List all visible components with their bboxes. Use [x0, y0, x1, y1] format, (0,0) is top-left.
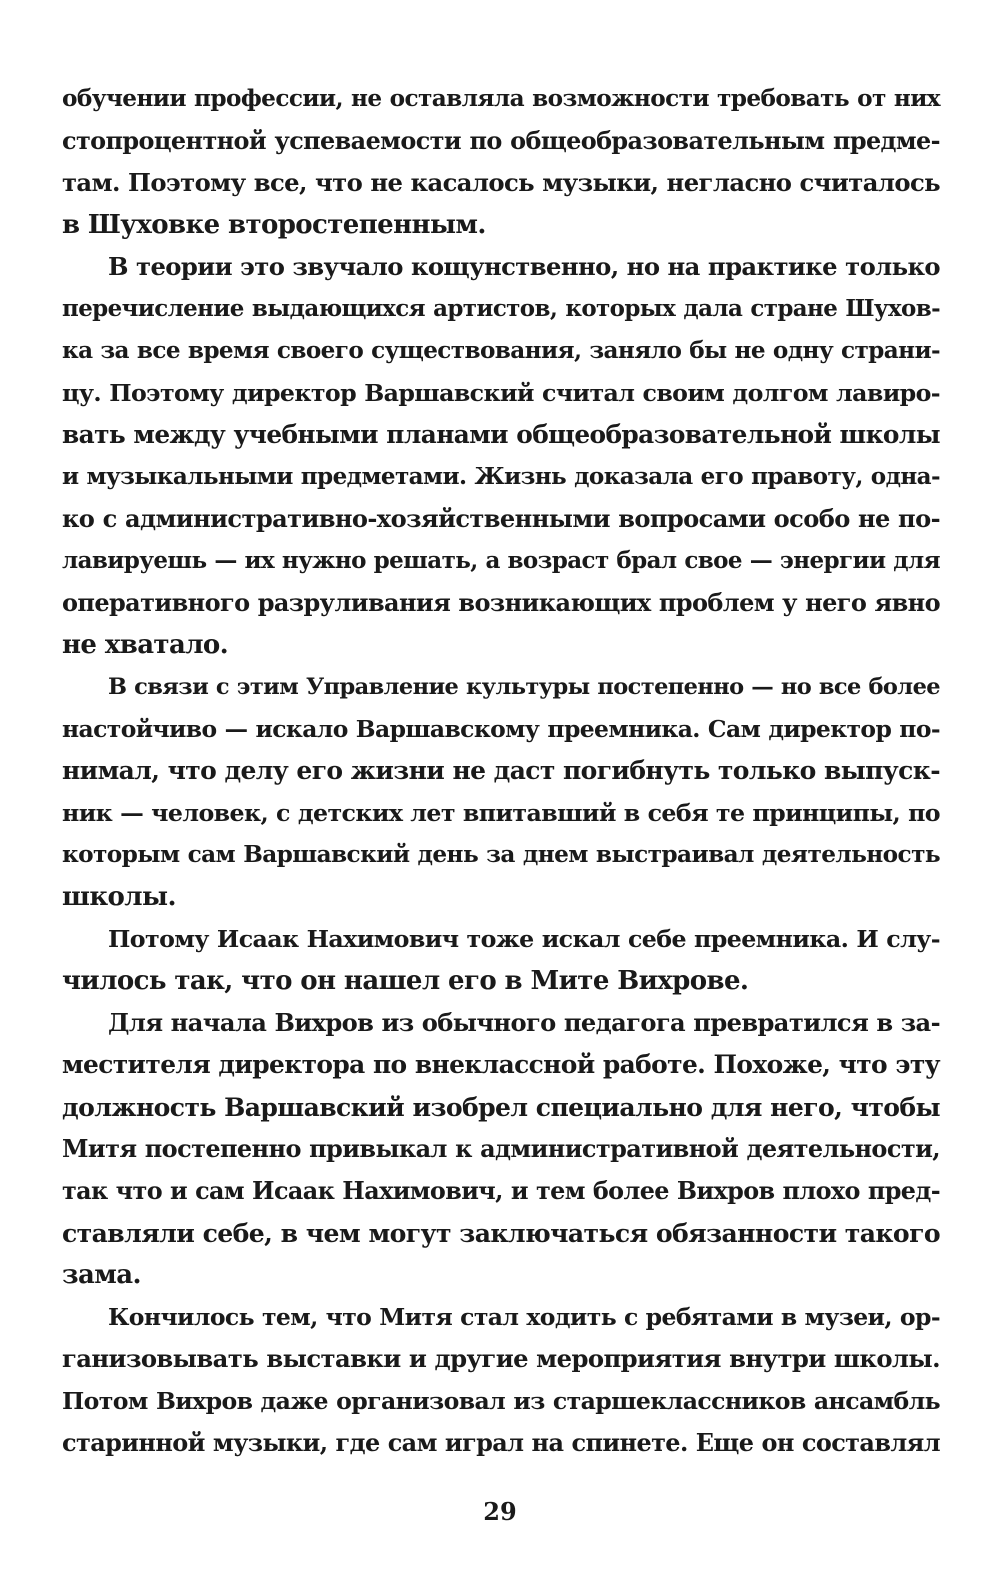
text-line: ка за все время своего существования, заняло бы не одну страни-	[62, 337, 940, 364]
paragraph-1	[62, 78, 940, 246]
text-line: не хватало.	[62, 630, 229, 660]
text-line: Кончилось тем, что Митя стал ходить с ребятами в музеи, ор-	[108, 1303, 940, 1331]
text-line: настойчиво — искало Варшавскому преемника. Сам директор по-	[62, 715, 940, 743]
paragraph-4	[62, 918, 940, 1002]
text-line: чилось так, что он нашел его в Мите Вихрове.	[62, 966, 749, 996]
text-line: так что и сам Исаак Нахимович, и тем более Вихров плохо пред-	[62, 1177, 940, 1205]
text-line: местителя директора по внеклассной работе. Похоже, что эту	[62, 1050, 940, 1079]
text-line: там. Поэтому все, что не касалось музыки, негласно считалось	[62, 168, 940, 197]
paragraph-6	[62, 1296, 940, 1464]
text-line: школы.	[62, 882, 176, 912]
text-line: Митя постепенно привыкал к административной деятельности,	[62, 1134, 940, 1163]
text-line: В теории это звучало кощунственно, но на практике только	[108, 252, 940, 281]
text-line: ко с административно-хозяйственными вопросами особо не по-	[62, 504, 940, 533]
text-line: обучении профессии, не оставляла возможности требовать от них	[62, 85, 940, 112]
text-line: ник — человек, с детских лет впитавший в себя те принципы, по	[62, 799, 940, 827]
text-line: в Шуховке второстепенным.	[62, 210, 486, 240]
text-line: зама.	[62, 1260, 141, 1290]
text-line: нимал, что делу его жизни не даст погибнуть только выпуск-	[62, 756, 940, 785]
text-line: старинной музыки, где сам играл на спинете. Еще он составлял	[62, 1429, 940, 1457]
text-line: Для начала Вихров из обычного педагога превратился в за-	[108, 1008, 940, 1037]
text-line: В связи с этим Управление культуры постепенно — но все более	[108, 674, 940, 700]
paragraph-2	[62, 246, 940, 666]
text-line: вать между учебными планами общеобразовательной школы	[62, 420, 940, 449]
text-line: ганизовывать выставки и другие мероприятия внутри школы.	[62, 1344, 940, 1373]
text-line: оперативного разруливания возникающих проблем у него явно	[62, 588, 940, 617]
page-number: 29	[483, 1497, 517, 1526]
paragraph-3	[62, 666, 940, 918]
text-line: Потому Исаак Нахимович тоже искал себе преемника. И слу-	[108, 925, 940, 953]
paragraph-5	[62, 1002, 940, 1296]
text-line: лавируешь — их нужно решать, а возраст брал свое — энергии для	[62, 547, 940, 574]
text-line: перечисление выдающихся артистов, которых дала стране Шухов-	[62, 295, 940, 322]
text-line: и музыкальными предметами. Жизнь доказала его правоту, одна-	[62, 463, 940, 490]
text-line: должность Варшавский изобрел специально для него, чтобы	[62, 1092, 940, 1122]
text-line: Потом Вихров даже организовал из старшеклассников ансамбль	[62, 1387, 940, 1415]
text-line: цу. Поэтому директор Варшавский считал своим долгом лавиро-	[62, 379, 940, 407]
text-line: которым сам Варшавский день за днем выстраивал деятельность	[62, 841, 940, 868]
page-body	[62, 78, 940, 1464]
text-line: стопроцентной успеваемости по общеобразовательным предме-	[62, 127, 940, 155]
text-line: ставляли себе, в чем могут заключаться обязанности такого	[62, 1218, 940, 1248]
